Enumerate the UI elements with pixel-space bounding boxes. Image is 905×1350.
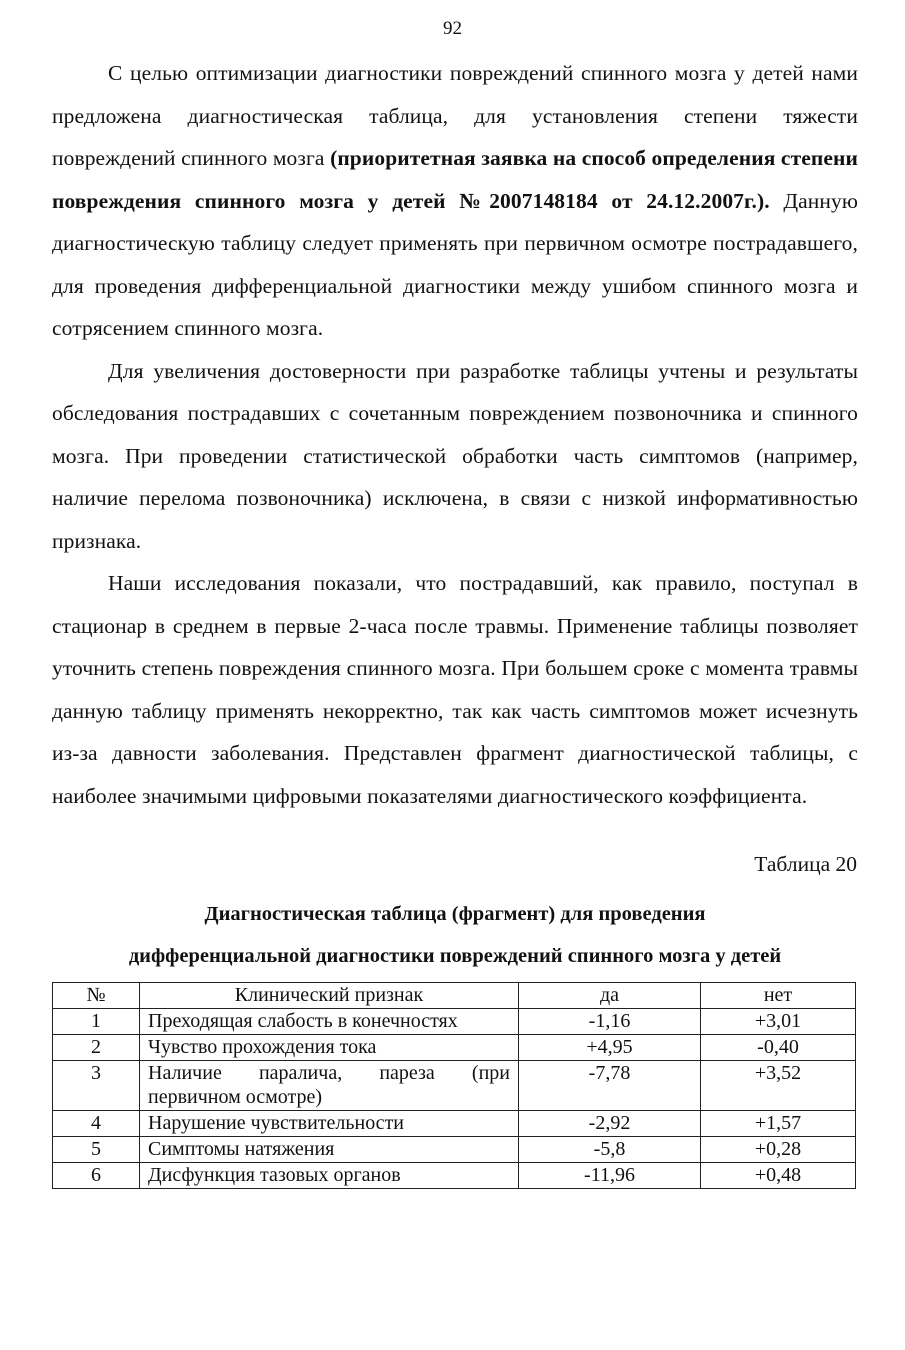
- paragraph-2: Для увеличения достоверности при разработке таблицы учтены и результаты обследования пострадавших с сочетанным повреждением позвоночника и спинного мозга. При проведении статистической обработки часть симптомов (например, наличие перелома позвоночника) исключена, в связи с низкой информативностью признака.: [52, 358, 858, 553]
- paragraph-3: Наши исследования показали, что пострадавший, как правило, поступал в стационар в среднем в первые 2-часа после травмы. Применение таблицы позволяет уточнить степень повреждения спинного мозга. При большем сроке с момента травмы данную таблицу применять некорректно, так как часть симптомов может исчезнуть из-за давности заболевания. Представлен фрагмент диагностической таблицы, с наиболее значимыми цифровыми показателями диагностического коэффициента.: [52, 571, 858, 808]
- header-clinical-sign: Клинический признак: [140, 983, 519, 1009]
- patent-application-reference: (приоритетная заявка на способ определения степени повреждения спинного мозга у детей №2007148184 от 24.12.2007г.).: [52, 146, 858, 213]
- diagnostic-table: [52, 982, 856, 1189]
- table-row: [53, 1111, 856, 1137]
- header-number: №: [53, 983, 140, 1009]
- table-row: [53, 1061, 856, 1111]
- table-row: [53, 1009, 856, 1035]
- row-clinical-sign: Наличие паралича, пареза (при первичном осмотре): [140, 1061, 519, 1111]
- table-row: [53, 1163, 856, 1189]
- row-clinical-sign: Симптомы натяжения: [140, 1137, 519, 1163]
- row-clinical-sign: Преходящая слабость в конечностях: [140, 1009, 519, 1035]
- row-yes-value: -5,8: [519, 1137, 701, 1163]
- row-number: 4: [53, 1111, 140, 1137]
- table-header-row: [53, 983, 856, 1009]
- body-text: [52, 52, 858, 817]
- table-caption-line-1: Диагностическая таблица (фрагмент) для проведения: [204, 903, 706, 925]
- table-row: [53, 1035, 856, 1061]
- row-no-value: +3,52: [701, 1061, 856, 1111]
- row-clinical-sign: Нарушение чувствительности: [140, 1111, 519, 1137]
- page-number: 92: [443, 18, 462, 39]
- header-no: нет: [701, 983, 856, 1009]
- table-row: [53, 1137, 856, 1163]
- row-no-value: +1,57: [701, 1111, 856, 1137]
- table-caption: [52, 893, 858, 977]
- row-yes-value: -7,78: [519, 1061, 701, 1111]
- row-number: 6: [53, 1163, 140, 1189]
- row-yes-value: -2,92: [519, 1111, 701, 1137]
- row-no-value: +0,28: [701, 1137, 856, 1163]
- header-yes: да: [519, 983, 701, 1009]
- row-yes-value: -11,96: [519, 1163, 701, 1189]
- row-no-value: +0,48: [701, 1163, 856, 1189]
- row-number: 2: [53, 1035, 140, 1061]
- row-no-value: -0,40: [701, 1035, 856, 1061]
- row-clinical-sign: Чувство прохождения тока: [140, 1035, 519, 1061]
- paragraph-1: [52, 52, 858, 350]
- row-number: 1: [53, 1009, 140, 1035]
- row-clinical-sign: Дисфункция тазовых органов: [140, 1163, 519, 1189]
- row-number: 5: [53, 1137, 140, 1163]
- paragraph-1-text: С целью оптимизации диагностики повреждений спинного мозга у детей нами предложена диагностическая таблица, для установления степени тяжести повреждений спинного мозга: [52, 61, 858, 170]
- table-caption-line-2: дифференциальной диагностики повреждений спинного мозга у детей: [128, 945, 782, 967]
- table-label: Таблица 20: [754, 852, 857, 876]
- row-no-value: +3,01: [701, 1009, 856, 1035]
- row-yes-value: +4,95: [519, 1035, 701, 1061]
- paragraph-1-text-end: Данную диагностическую таблицу следует применять при первичном осмотре пострадавшего, для проведения дифференциальной диагностики между ушибом спинного мозга и сотрясением спинного мозга.: [52, 188, 859, 340]
- row-number: 3: [53, 1061, 140, 1111]
- row-yes-value: -1,16: [519, 1009, 701, 1035]
